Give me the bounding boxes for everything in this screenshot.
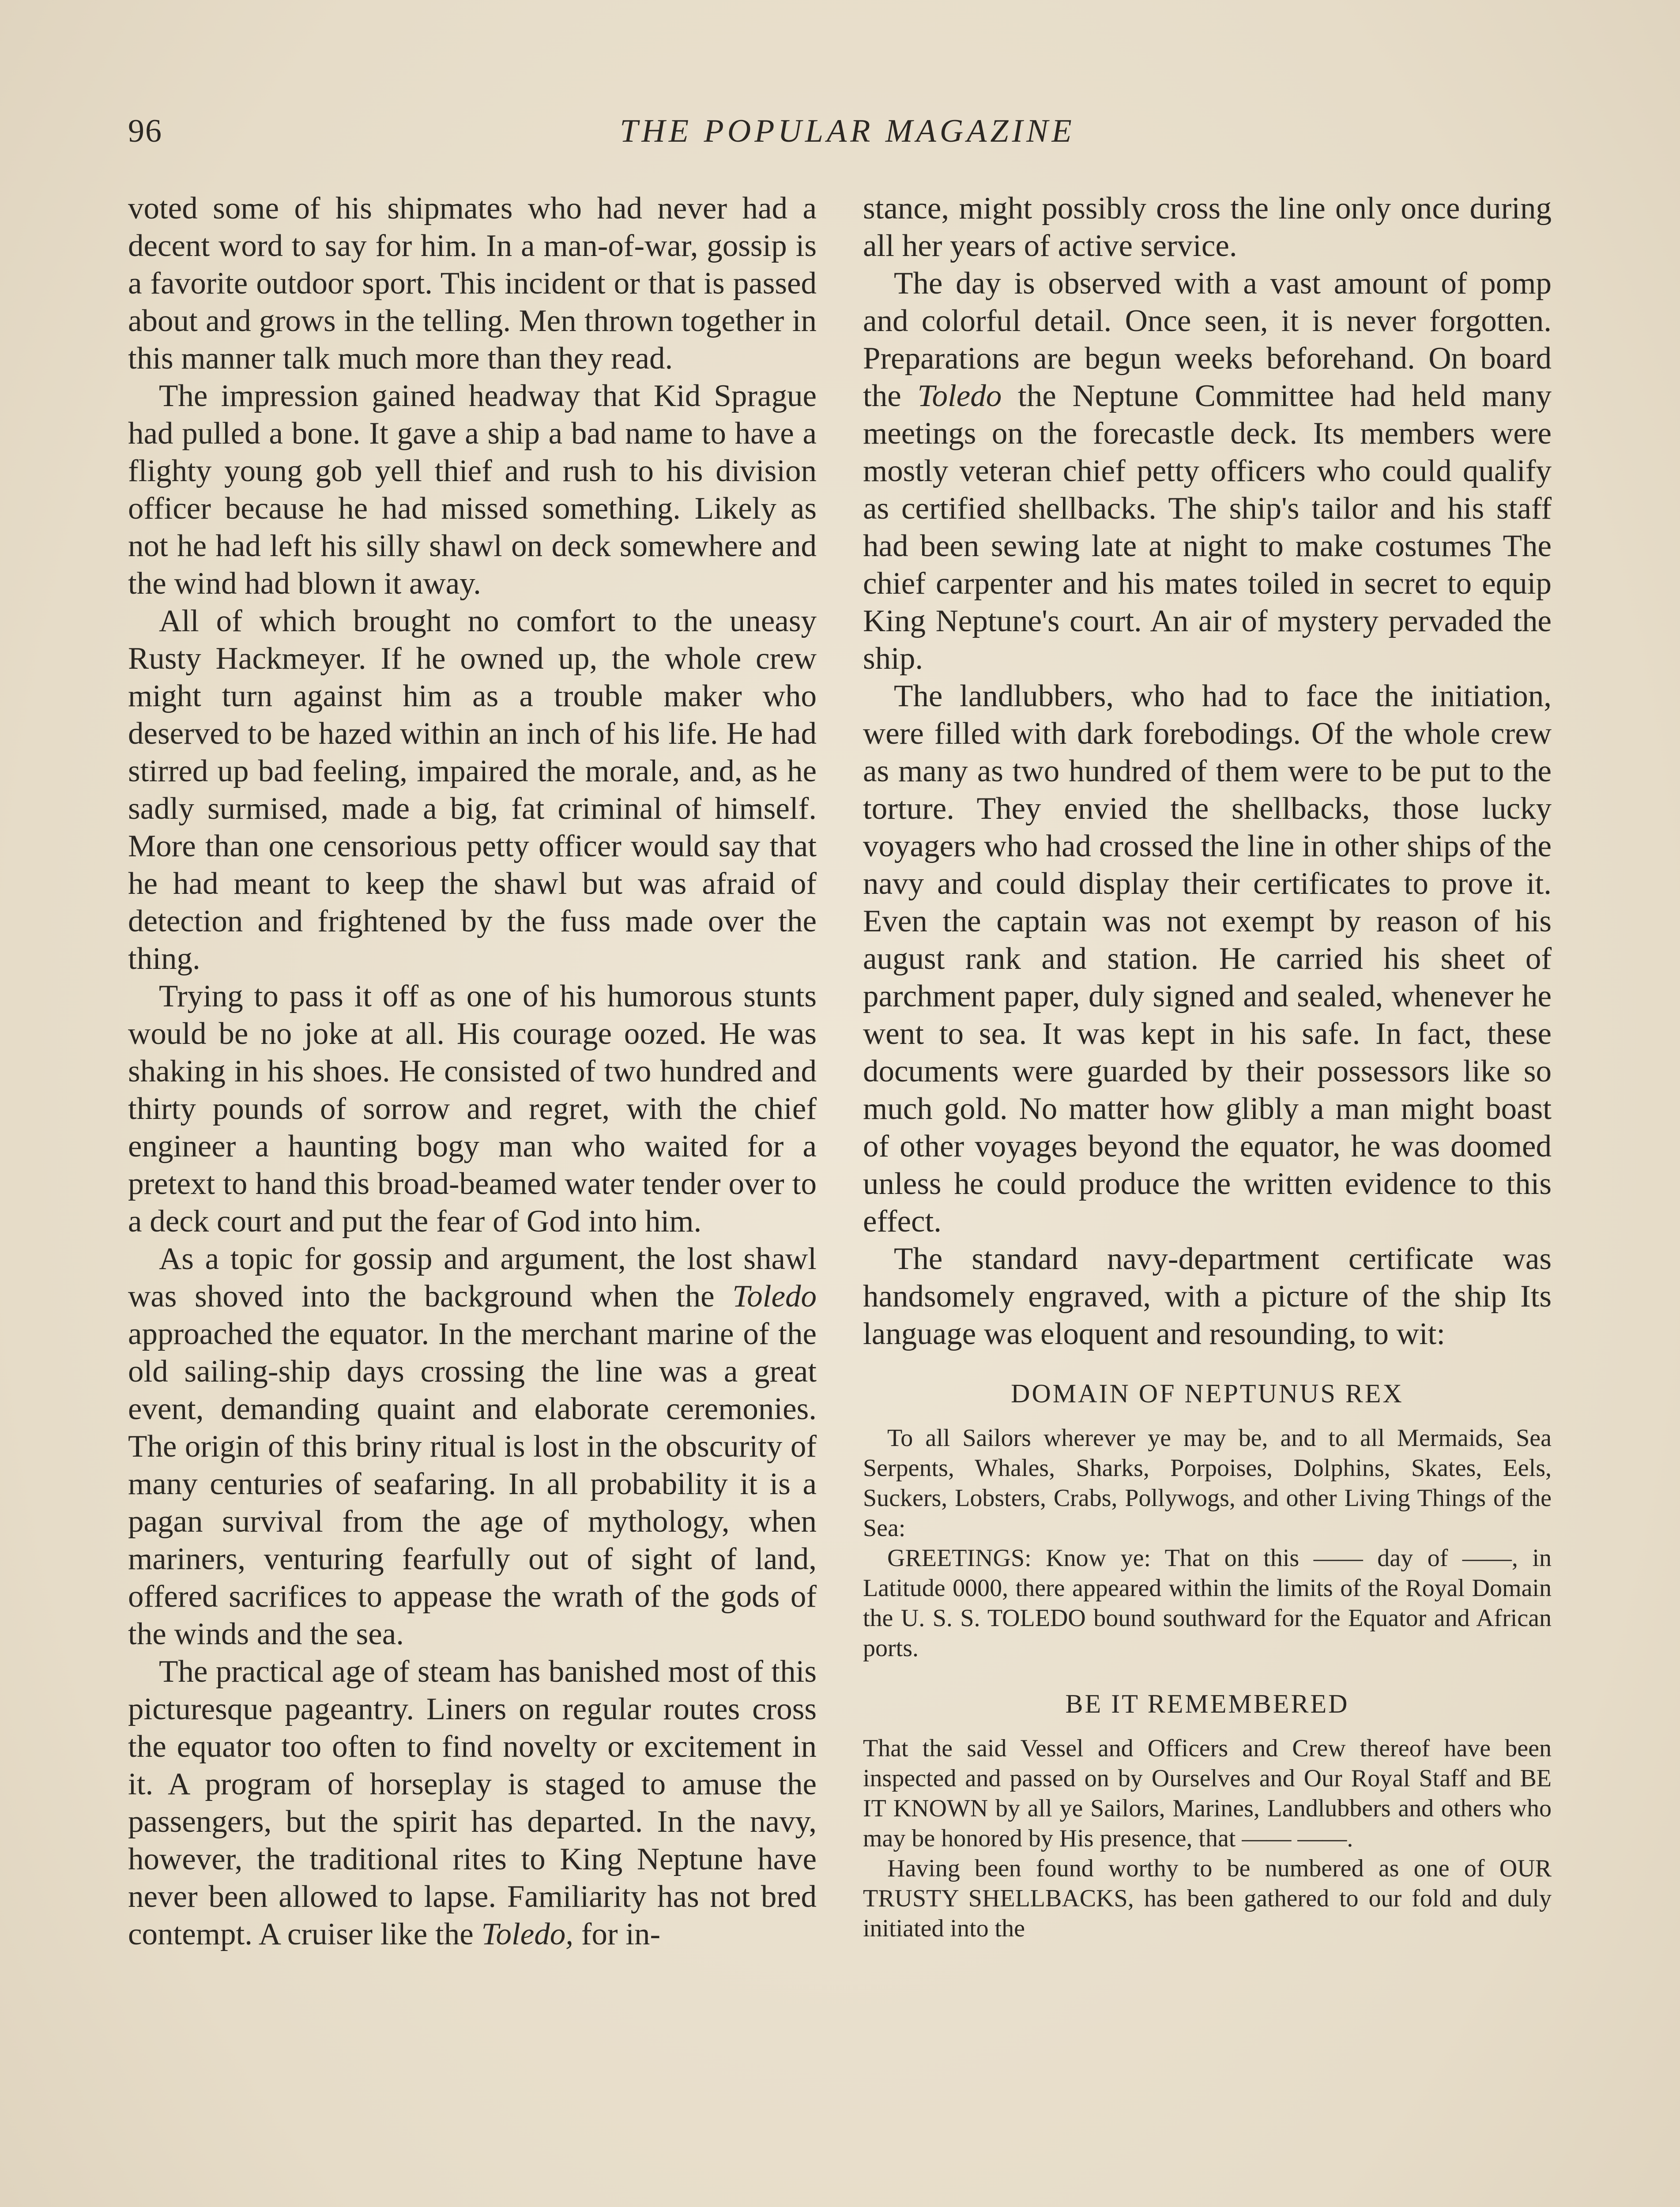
page-header xyxy=(128,113,1567,170)
paragraph-text: approached the equator. In the merchant marine of the old sailing-ship days crossing the line was a great event, demanding quaint and elaborate ceremonies. The origin of this briny ritual is lost in the obscurity of many centuries of seafaring. In all probability it is a pagan survival from the age of mythology, when mariners, venturing fearfully out of sight of land, offered sacrifices to appease the wrath of the gods of the winds and the sea. xyxy=(128,1317,817,1651)
page-number: 96 xyxy=(128,113,162,149)
certificate-paragraph: GREETINGS: Know ye: That on this —— day of ——, in Latitude 0000, there appeared within the limits of the Royal Domain the U. S. S. TOLEDO bound southward for the Equator and African ports. xyxy=(863,1544,1552,1662)
ship-name: Toledo, xyxy=(481,1917,573,1951)
paragraph: The impression gained headway that Kid Sprague had pulled a bone. It gave a ship a bad name to have a flighty young gob yell thief and rush to his division officer because he had missed something. Likely as not he had left his silly shawl on deck somewhere and the wind had blown it away. xyxy=(128,379,817,601)
certificate-paragraph: Having been found worthy to be numbered as one of OUR TRUSTY SHELLBACKS, has been gathered to our fold and duly initiated into the xyxy=(863,1855,1552,1942)
paragraph xyxy=(128,1653,817,1953)
certificate-heading: BE IT REMEMBERED xyxy=(1065,1689,1349,1718)
paragraph-text: As a topic for gossip and argument, the lost shawl was shoved into the background when the xyxy=(128,1242,817,1314)
certificate-heading: DOMAIN OF NEPTUNUS REX xyxy=(1011,1379,1404,1408)
right-column xyxy=(863,190,1552,1943)
ship-name: Toledo xyxy=(917,379,1002,413)
paragraph xyxy=(128,1240,817,1653)
paragraph-text: The practical age of steam has banished most of this picturesque pageantry. Liners on regular routes cross the equator too often to find novelty or excitement in it. A program of horseplay is staged to amuse the passengers, but the spirit has departed. In the navy, however, the traditional rites to King Neptune have never been allowed to lapse. Familiarity has not bred contempt. A cruiser like the xyxy=(128,1654,817,1951)
certificate-paragraph: That the said Vessel and Officers and Crew thereof have been inspected and passed on by Ourselves and Our Royal Staff and BE IT KNOWN by all ye Sailors, Marines, Landlubbers and others who may be honored by His presence, that —— ——. xyxy=(863,1735,1552,1852)
certificate-text xyxy=(863,1423,1552,1663)
paragraph: voted some of his shipmates who had never had a decent word to say for him. In a man-of-war, gossip is a favorite outdoor sport. This incident or that is passed about and grows in the telling. Men thrown together in this manner talk much more than they read. xyxy=(128,191,817,376)
paragraph: The landlubbers, who had to face the initiation, were filled with dark forebodings. Of the whole crew as many as two hundred of them were to be put to the torture. They envied the shellbacks, those lucky voyagers who had crossed the line in other ships of the navy and could display their certificates to prove it. Even the captain was not exempt by reason of his august rank and station. He carried his sheet of parchment paper, duly signed and sealed, whenever he went to sea. It was kept in his safe. In fact, these documents were guarded by their possessors like so much gold. No matter how glibly a man might boast of other voyages beyond the equator, he was doomed unless he could produce the written evidence to this effect. xyxy=(863,679,1552,1239)
paragraph-text: for in- xyxy=(573,1917,661,1951)
paragraph-text: The day is observed with a vast amount of pomp and colorful detail. Once seen, it is never forgotten. Preparations are begun weeks beforehand. On board the xyxy=(863,266,1552,413)
certificate-text xyxy=(863,1733,1552,1943)
paragraph: All of which brought no comfort to the uneasy Rusty Hackmeyer. If he owned up, the whole crew might turn against him as a trouble maker who deserved to be hazed within an inch of his life. He had stirred up bad feeling, impaired the morale, and, as he sadly surmised, made a big, fat criminal of himself. More than one censorious petty officer would say that he had meant to keep the shawl but was afraid of detection and frightened by the fuss made over the thing. xyxy=(128,604,817,976)
paragraph xyxy=(863,265,1552,678)
paragraph: Trying to pass it off as one of his humorous stunts would be no joke at all. His courage oozed. He was shaking in his shoes. He consisted of two hundred and thirty pounds of sorrow and regret, with the chief engineer a haunting bogy man who waited for a pretext to hand this broad-beamed water tender over to a deck court and put the fear of God into him. xyxy=(128,979,817,1239)
left-column xyxy=(128,190,817,1953)
paragraph: The standard navy-department certificate was handsomely engraved, with a picture of the ship Its language was eloquent and resounding, to wit: xyxy=(863,1242,1552,1351)
paragraph: stance, might possibly cross the line only once during all her years of active service. xyxy=(863,191,1552,263)
ship-name: Toledo xyxy=(732,1279,817,1314)
paragraph-text: the Neptune Committee had held many meetings on the forecastle deck. Its members were mostly veteran chief petty officers who could qualify as certified shellbacks. The ship's tailor and his staff had been sewing late at night to make costumes The chief carpenter and his mates toiled in secret to equip King Neptune's court. An air of mystery pervaded the ship. xyxy=(863,379,1552,676)
running-title: THE POPULAR MAGAZINE xyxy=(620,113,1075,149)
certificate-paragraph: To all Sailors wherever ye may be, and to all Mermaids, Sea Serpents, Whales, Sharks, Porpoises, Dolphins, Skates, Eels, Suckers, Lobsters, Crabs, Pollywogs, and other Living Things of the Sea: xyxy=(863,1424,1552,1542)
